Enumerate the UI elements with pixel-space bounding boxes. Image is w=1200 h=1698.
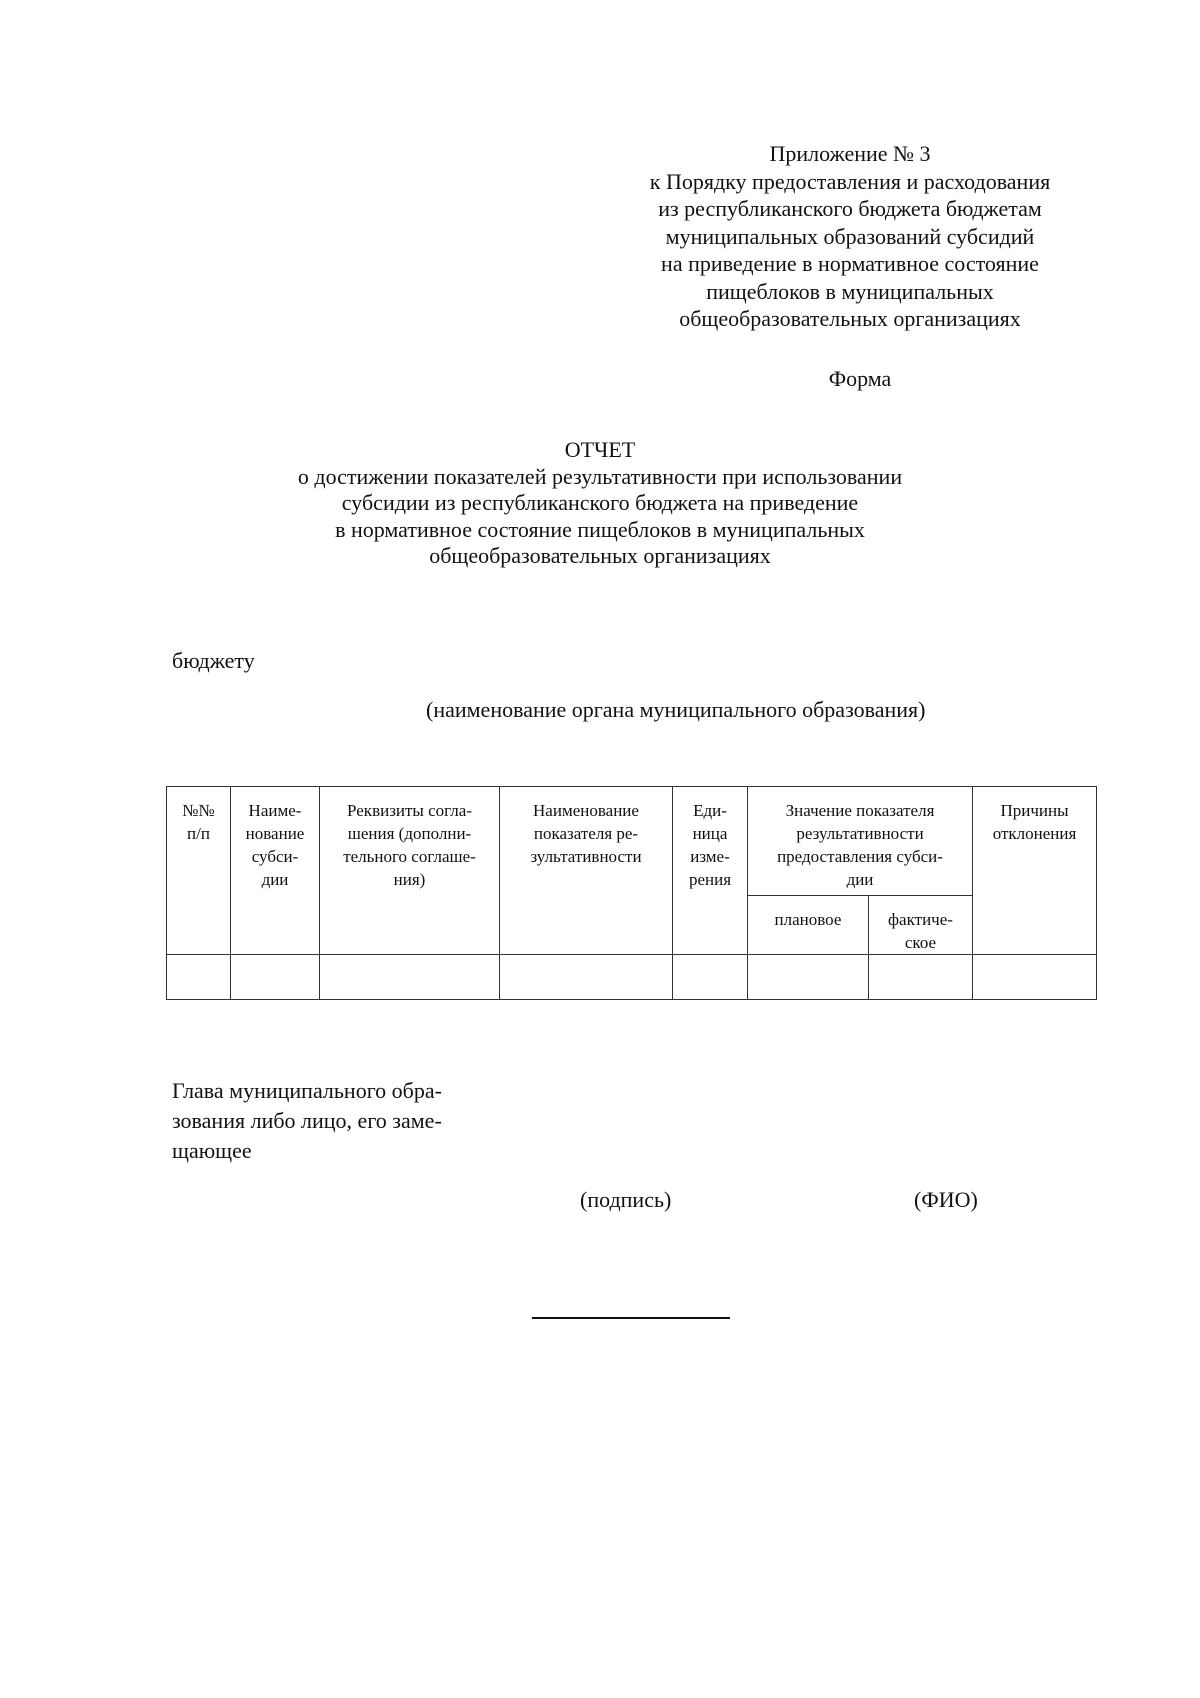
budget-label: бюджету (172, 648, 255, 673)
table-cell (869, 955, 973, 1000)
header-line: Причины (1000, 801, 1069, 820)
header-line: рения (688, 870, 732, 889)
header-subsidy-name (231, 787, 320, 955)
report-subtitle-line: общеобразовательных организациях (429, 543, 771, 568)
header-deviation-reasons (973, 787, 1097, 955)
signer-title-block (172, 1076, 492, 1166)
report-title: ОТЧЕТ (564, 437, 636, 462)
appendix-line: к Порядку предоставления и расходования (649, 168, 1051, 194)
table-cell (167, 955, 231, 1000)
header-line: зультативности (530, 847, 642, 866)
header-value-actual (869, 896, 973, 955)
end-divider (532, 1317, 730, 1319)
table-row (167, 955, 1097, 1000)
header-line: предоставления субси- (777, 847, 943, 866)
header-line: Еди- (693, 801, 727, 820)
header-indicator-value (748, 787, 973, 896)
appendix-line: на приведение в нормативное состояние (661, 251, 1039, 276)
header-num (167, 787, 231, 955)
appendix-line: пищеблоков в муниципальных (706, 278, 994, 304)
header-line: ница (692, 824, 728, 843)
signer-line: щающее (172, 1138, 252, 1163)
header-line: субси- (251, 847, 299, 866)
report-subtitle-line: субсидии из республиканского бюджета на приведение (341, 490, 859, 515)
header-line: дии (846, 870, 874, 889)
table-cell (973, 955, 1097, 1000)
signer-line: Глава муниципального обра- (172, 1078, 442, 1103)
table-cell (320, 955, 500, 1000)
appendix-line: общеобразовательных организациях (679, 306, 1021, 331)
header-line: дии (261, 870, 289, 889)
table-cell (231, 955, 320, 1000)
form-label: Форма (828, 366, 892, 391)
table-header-row (167, 787, 1097, 896)
header-indicator-name (500, 787, 673, 955)
header-agreement-details (320, 787, 500, 955)
header-line: Наименование (533, 801, 639, 820)
appendix-line: из республиканского бюджета бюджетам (658, 196, 1042, 221)
table-cell (748, 955, 869, 1000)
header-line: отклонения (992, 824, 1077, 843)
header-line: ское (904, 933, 937, 952)
report-title-block (230, 437, 970, 570)
signature-caption: (подпись) (580, 1187, 672, 1212)
header-value-planned (748, 896, 869, 955)
appendix-line: Приложение № 3 (769, 141, 931, 166)
header-line: Значение показателя (785, 801, 935, 820)
header-line: ния) (393, 870, 426, 889)
report-subtitle-line: в нормативное состояние пищеблоков в муниципальных (335, 516, 865, 542)
header-line: Наиме- (248, 801, 302, 820)
header-line: показателя ре- (533, 824, 639, 843)
header-line: Реквизиты согла- (347, 801, 472, 820)
header-line: №№ (182, 801, 215, 820)
signer-line: зования либо лицо, его заме- (172, 1108, 442, 1133)
header-line: изме- (690, 847, 730, 866)
header-line: нование (245, 824, 305, 843)
report-subtitle-line: о достижении показателей результативности при использовании (297, 463, 903, 489)
report-table (166, 786, 1097, 1000)
org-name-caption: (наименование органа муниципального образования) (426, 697, 926, 722)
table-cell (673, 955, 748, 1000)
fio-caption: (ФИО) (914, 1187, 978, 1212)
appendix-line: муниципальных образований субсидий (665, 223, 1035, 249)
header-unit (673, 787, 748, 955)
header-line: п/п (187, 824, 210, 843)
header-line: фактиче- (888, 910, 953, 929)
header-line: плановое (774, 910, 842, 929)
header-line: шения (дополни- (347, 824, 472, 843)
header-line: результативности (796, 824, 924, 843)
table-cell (500, 955, 673, 1000)
appendix-block (620, 140, 1080, 333)
header-line: тельного соглаше- (343, 847, 476, 866)
